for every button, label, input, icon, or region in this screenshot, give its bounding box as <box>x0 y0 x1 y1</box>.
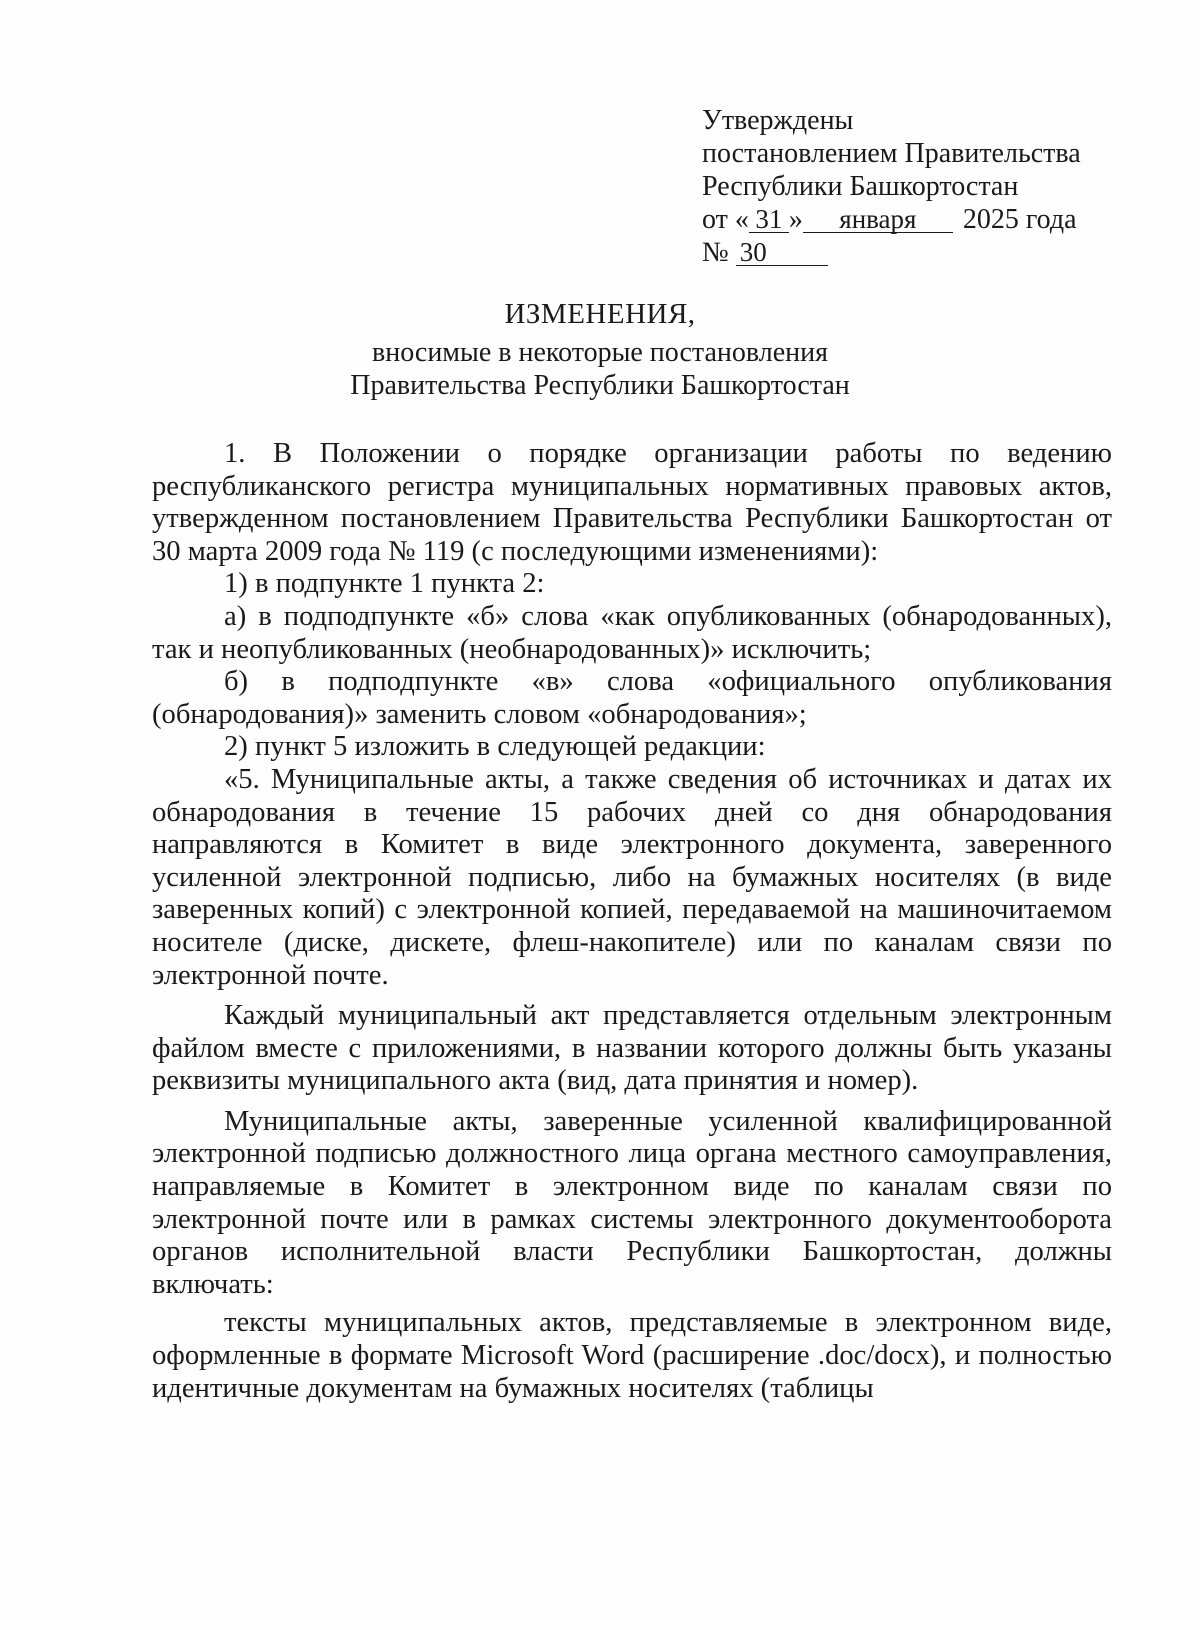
paragraph-7: Каждый муниципальный акт представляется отдельным электронным файлом вместе с приложениями, в названии которого должны быть указаны реквизиты муниципального акта (вид, дата принятия и номер). <box>152 1000 1112 1097</box>
number-value: 30 <box>736 239 828 266</box>
approval-stamp-block <box>702 104 1122 269</box>
approval-line-approved: Утверждены <box>702 105 854 136</box>
approval-number-line <box>702 236 1122 269</box>
paragraph-6: «5. Муниципальные акты, а также сведения об источниках и датах их обнародования в течение 15 рабочих дней со дня обнародования направляются в Комитет в виде электронного документа, заверенного усиленной электронной подписью, либо на бумажных носителях (в виде заверенных копий) с электронной копией, передаваемой на машиночитаемом носителе (диске, дискете, флеш-накопителе) или по каналам связи по электронной почте. <box>152 763 1112 991</box>
subtitle-line-2: Правительства Республики Башкортостан <box>350 370 850 401</box>
paragraph-5: 2) пункт 5 изложить в следующей редакции: <box>224 731 766 763</box>
paragraph-4: б) в подподпункте «в» слова «официального опубликования (обнародования)» заменить словом «обнародования»; <box>152 666 1112 730</box>
date-close-quote: » <box>788 204 803 235</box>
date-year: 2025 года <box>962 204 1077 235</box>
number-prefix: № <box>702 237 729 268</box>
document-body <box>152 438 1112 1405</box>
paragraph-2: 1) в подпункте 1 пункта 2: <box>224 568 545 600</box>
paragraph-9: тексты муниципальных актов, представляемые в электронном виде, оформленные в формате Microsoft Word (расширение .doc/docx), и полностью идентичные документам на бумажных носителях (таблицы <box>152 1307 1112 1404</box>
paragraph-1: 1. В Положении о порядке организации работы по ведению республиканского регистра муниципальных нормативных правовых актов, утвержденном постановлением Правительства Республики Башкортостан от 30 марта 2009 года № 119 (с последующими изменениями): <box>152 438 1112 567</box>
subtitle-line-1: вносимые в некоторые постановления <box>371 337 829 368</box>
date-month: января <box>803 206 953 233</box>
approval-line-resolution: постановлением Правительства <box>702 138 1081 169</box>
date-prefix: от « <box>702 204 749 235</box>
document-subtitle <box>0 336 1200 402</box>
paragraph-3: а) в подподпункте «б» слова «как опубликованных (обнародованных), так и неопубликованных (необнародованных)» исключить; <box>152 600 1112 665</box>
paragraph-8: Муниципальные акты, заверенные усиленной квалифицированной электронной подписью должностного лица органа местного самоуправления, направляемые в Комитет в электронном виде по каналам связи по электронной почте или в рамках системы электронного документооборота органов исполнительной власти Республики Башкортостан, должны включать: <box>152 1105 1112 1300</box>
date-day: 31 <box>749 206 789 233</box>
document-title: ИЗМЕНЕНИЯ, <box>504 298 696 330</box>
approval-line-republic: Республики Башкортостан <box>702 171 1019 202</box>
approval-date-line <box>702 203 1122 236</box>
